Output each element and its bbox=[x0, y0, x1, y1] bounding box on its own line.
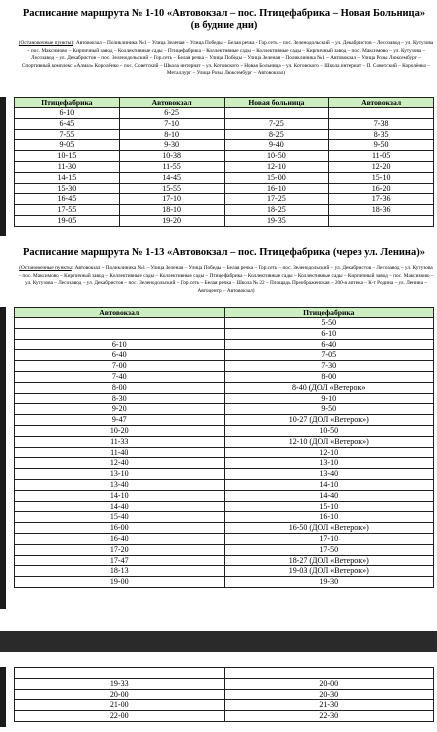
time-cell-avtovokzal-return: 7-38 bbox=[329, 118, 434, 129]
route1-subtitle: (в будние дни) bbox=[190, 20, 258, 31]
time-cell-avtovokzal: 6-25 bbox=[119, 108, 224, 119]
time-cell-avtovokzal bbox=[15, 318, 225, 329]
route2-table-continued bbox=[14, 667, 434, 722]
time-cell-ptitsefabrika: 16-45 bbox=[15, 194, 120, 205]
time-cell-avtovokzal: 9-47 bbox=[15, 415, 225, 426]
time-cell-avtovokzal: 19-33 bbox=[15, 678, 225, 689]
time-cell-avtovokzal: 14-40 bbox=[15, 501, 225, 512]
table-row bbox=[15, 436, 434, 447]
table-row bbox=[15, 140, 434, 151]
time-cell-ptitsefabrika: 11-30 bbox=[15, 161, 120, 172]
time-cell-avtovokzal: 10-38 bbox=[119, 151, 224, 162]
table-row bbox=[15, 501, 434, 512]
time-cell-ptitsefabrika: 6-40 bbox=[224, 339, 434, 350]
time-cell-ptitsefabrika: 7-05 bbox=[224, 350, 434, 361]
table-row bbox=[15, 371, 434, 382]
table-row bbox=[15, 668, 434, 679]
time-cell-avtovokzal-return: 12-20 bbox=[329, 161, 434, 172]
column-header-ptitsefabrika: Птицефабрика bbox=[224, 308, 434, 318]
time-cell-novaya-bolnitsa: 7-25 bbox=[224, 118, 329, 129]
table-row bbox=[15, 689, 434, 700]
time-cell-avtovokzal: 9-20 bbox=[15, 404, 225, 415]
route1-title bbox=[14, 8, 434, 32]
time-cell-ptitsefabrika: 14-15 bbox=[15, 172, 120, 183]
time-cell-ptitsefabrika: 8-00 bbox=[224, 371, 434, 382]
time-cell-avtovokzal: 11-40 bbox=[15, 447, 225, 458]
time-cell-avtovokzal: 18-13 bbox=[15, 566, 225, 577]
table-row bbox=[15, 361, 434, 372]
time-cell-avtovokzal: 16-40 bbox=[15, 533, 225, 544]
time-cell-novaya-bolnitsa: 12-10 bbox=[224, 161, 329, 172]
table-row bbox=[15, 118, 434, 129]
time-cell-avtovokzal: 13-40 bbox=[15, 479, 225, 490]
time-cell-ptitsefabrika: 8-40 (ДОЛ «Ветерок» bbox=[224, 382, 434, 393]
time-cell-ptitsefabrika: 17-10 bbox=[224, 533, 434, 544]
time-cell-ptitsefabrika: 19-30 bbox=[224, 577, 434, 588]
time-cell-ptitsefabrika: 9-10 bbox=[224, 393, 434, 404]
time-cell-ptitsefabrika: 15-30 bbox=[15, 183, 120, 194]
time-cell-avtovokzal-return: 11-05 bbox=[329, 151, 434, 162]
time-cell-ptitsefabrika: 14-40 bbox=[224, 490, 434, 501]
time-cell-ptitsefabrika: 6-10 bbox=[15, 108, 120, 119]
time-cell-ptitsefabrika: 5-50 bbox=[224, 318, 434, 329]
time-cell-avtovokzal: 7-40 bbox=[15, 371, 225, 382]
time-cell-avtovokzal: 17-20 bbox=[15, 544, 225, 555]
time-cell-avtovokzal-return: 17-36 bbox=[329, 194, 434, 205]
left-edge-strip bbox=[0, 667, 6, 727]
route2-title bbox=[14, 247, 434, 259]
route1-header-row bbox=[15, 98, 434, 108]
time-cell-ptitsefabrika bbox=[224, 668, 434, 679]
time-cell-avtovokzal-return bbox=[329, 215, 434, 226]
route1-stops-text: : Автовокзал – Поликлиника №1 – Улица Зеленая – Улица Победы – Белая речка - Гор.сеть – пос. Зеленодольский – ул. Декабристов – Лесозавод – ул. Кутузова – пос. Максимово – Кирпичный завод – Коллективные сады – Птицефабрика – Коллективные сады – Коллективные сады – Кирпичный завод – пос. Максимово – ул. Кутузова – Лесозавод – ул. Декабристов – пос. Зеленодольский – Гор.сеть – Белая речка – Улица Победы – Улица Зеленая – Поликлиника №1 – Автовокзал – Улица Розы Люксембург – Спортивный комплекс «Алмаз» Королёнко – пос. Советский – Школа интернат – ул. Котовского – Новая Больница – ул. Котовского – Школа интернат – П. Советский – Королёнко – Металлург – Улица Розы Люксембург – Автовокзал) bbox=[21, 40, 434, 77]
time-cell-avtovokzal-return: 15-10 bbox=[329, 172, 434, 183]
time-cell-avtovokzal: 21-00 bbox=[15, 700, 225, 711]
time-cell-avtovokzal: 13-10 bbox=[15, 469, 225, 480]
time-cell-ptitsefabrika: 6-45 bbox=[15, 118, 120, 129]
time-cell-avtovokzal: 6-40 bbox=[15, 350, 225, 361]
time-cell-avtovokzal: 15-55 bbox=[119, 183, 224, 194]
time-cell-avtovokzal bbox=[15, 328, 225, 339]
left-edge-strip bbox=[0, 307, 6, 609]
column-header-avtovokzal: Автовокзал bbox=[15, 308, 225, 318]
time-cell-ptitsefabrika: 7-55 bbox=[15, 129, 120, 140]
table-row bbox=[15, 533, 434, 544]
time-cell-avtovokzal: 7-10 bbox=[119, 118, 224, 129]
time-cell-avtovokzal-return: 8-35 bbox=[329, 129, 434, 140]
time-cell-novaya-bolnitsa: 17-25 bbox=[224, 194, 329, 205]
table-row bbox=[15, 469, 434, 480]
table-row bbox=[15, 161, 434, 172]
time-cell-ptitsefabrika: 19-03 (ДОЛ «Ветерок») bbox=[224, 566, 434, 577]
time-cell-avtovokzal: 22-00 bbox=[15, 711, 225, 722]
table-row bbox=[15, 108, 434, 119]
route1-title-text: Расписание маршрута № 1-10 «Автовокзал – пос. Птицефабрика – Новая Больница» bbox=[22, 8, 426, 19]
time-cell-ptitsefabrika: 20-30 bbox=[224, 689, 434, 700]
left-edge-strip bbox=[0, 97, 6, 236]
time-cell-avtovokzal bbox=[15, 668, 225, 679]
table-row bbox=[15, 566, 434, 577]
table-row bbox=[15, 350, 434, 361]
time-cell-avtovokzal: 9-30 bbox=[119, 140, 224, 151]
time-cell-ptitsefabrika: 12-10 bbox=[224, 447, 434, 458]
time-cell-novaya-bolnitsa: 10-50 bbox=[224, 151, 329, 162]
table-row bbox=[15, 404, 434, 415]
table-row bbox=[15, 458, 434, 469]
table-row bbox=[15, 490, 434, 501]
route2-title-text: Расписание маршрута № 1-13 «Автовокзал – пос. Птицефабрика (через ул. Ленина)» bbox=[23, 247, 425, 258]
time-cell-avtovokzal: 14-10 bbox=[15, 490, 225, 501]
table-row bbox=[15, 382, 434, 393]
time-cell-ptitsefabrika: 17-55 bbox=[15, 205, 120, 216]
column-header-ptitsefabrika: Птицефабрика bbox=[15, 98, 120, 108]
time-cell-avtovokzal-return: 9-50 bbox=[329, 140, 434, 151]
time-cell-ptitsefabrika: 19-05 bbox=[15, 215, 120, 226]
time-cell-avtovokzal: 11-33 bbox=[15, 436, 225, 447]
table-row bbox=[15, 447, 434, 458]
time-cell-avtovokzal: 8-30 bbox=[15, 393, 225, 404]
time-cell-ptitsefabrika: 20-00 bbox=[224, 678, 434, 689]
time-cell-novaya-bolnitsa bbox=[224, 108, 329, 119]
route2-stops bbox=[18, 265, 434, 295]
route1-stops bbox=[18, 40, 434, 78]
time-cell-avtovokzal: 19-00 bbox=[15, 577, 225, 588]
table-row bbox=[15, 555, 434, 566]
table-row bbox=[15, 523, 434, 534]
table-row bbox=[15, 415, 434, 426]
table-row bbox=[15, 129, 434, 140]
time-cell-ptitsefabrika: 13-10 bbox=[224, 458, 434, 469]
table-row bbox=[15, 678, 434, 689]
table-row bbox=[15, 318, 434, 329]
table-row bbox=[15, 194, 434, 205]
time-cell-ptitsefabrika: 9-50 bbox=[224, 404, 434, 415]
table-row bbox=[15, 151, 434, 162]
column-header-avtovokzal-return: Автовокзал bbox=[329, 98, 434, 108]
page-break-band bbox=[0, 631, 437, 652]
time-cell-ptitsefabrika: 7-30 bbox=[224, 361, 434, 372]
time-cell-ptitsefabrika: 12-10 (ДОЛ «Ветерок») bbox=[224, 436, 434, 447]
route1-table bbox=[14, 97, 434, 227]
time-cell-avtovokzal: 8-10 bbox=[119, 129, 224, 140]
table-row bbox=[15, 479, 434, 490]
time-cell-ptitsefabrika: 10-27 (ДОЛ «Ветерок») bbox=[224, 415, 434, 426]
time-cell-ptitsefabrika: 22-30 bbox=[224, 711, 434, 722]
column-header-novaya-bolnitsa: Новая больница bbox=[224, 98, 329, 108]
time-cell-novaya-bolnitsa: 9-40 bbox=[224, 140, 329, 151]
time-cell-avtovokzal: 17-10 bbox=[119, 194, 224, 205]
time-cell-ptitsefabrika: 9-05 bbox=[15, 140, 120, 151]
table-row bbox=[15, 425, 434, 436]
time-cell-ptitsefabrika: 10-15 bbox=[15, 151, 120, 162]
table-row bbox=[15, 577, 434, 588]
time-cell-avtovokzal: 15-40 bbox=[15, 512, 225, 523]
table-row bbox=[15, 328, 434, 339]
time-cell-avtovokzal: 20-00 bbox=[15, 689, 225, 700]
time-cell-novaya-bolnitsa: 19-35 bbox=[224, 215, 329, 226]
time-cell-ptitsefabrika: 17-50 bbox=[224, 544, 434, 555]
table-row bbox=[15, 544, 434, 555]
route2-header-row bbox=[15, 308, 434, 318]
time-cell-avtovokzal: 12-40 bbox=[15, 458, 225, 469]
time-cell-ptitsefabrika: 6-10 bbox=[224, 328, 434, 339]
table-row bbox=[15, 215, 434, 226]
time-cell-ptitsefabrika: 21-30 bbox=[224, 700, 434, 711]
time-cell-ptitsefabrika: 16-10 bbox=[224, 512, 434, 523]
time-cell-ptitsefabrika: 16-50 (ДОЛ «Ветерок») bbox=[224, 523, 434, 534]
route2-stops-label: (Остановочные пункты bbox=[19, 265, 72, 271]
time-cell-novaya-bolnitsa: 8-25 bbox=[224, 129, 329, 140]
table-row bbox=[15, 172, 434, 183]
table-row bbox=[15, 711, 434, 722]
time-cell-novaya-bolnitsa: 18-25 bbox=[224, 205, 329, 216]
time-cell-avtovokzal: 16-00 bbox=[15, 523, 225, 534]
time-cell-avtovokzal: 14-45 bbox=[119, 172, 224, 183]
table-row bbox=[15, 205, 434, 216]
time-cell-avtovokzal-return: 16-20 bbox=[329, 183, 434, 194]
time-cell-avtovokzal: 18-10 bbox=[119, 205, 224, 216]
time-cell-novaya-bolnitsa: 16-10 bbox=[224, 183, 329, 194]
time-cell-avtovokzal: 10-20 bbox=[15, 425, 225, 436]
table-row bbox=[15, 393, 434, 404]
time-cell-avtovokzal: 17-47 bbox=[15, 555, 225, 566]
time-cell-ptitsefabrika: 15-10 bbox=[224, 501, 434, 512]
route1-stops-label: (Остановочные пункты) bbox=[18, 40, 74, 46]
route2-table bbox=[14, 307, 434, 588]
route2-stops-text: : Автовокзал – Поликлиника №1 – Улица Зеленая – Улица Победы – Белая речка – Гор.сеть – пос. Зеленодольский – ул. Декабристов – Лесозавод – ул. Кутузова – пос. Максимово – Кирпичный завод – Коллективные сады – Коллективные сады – Птицефабрика – Коллективные сады – Коллективные сады – Кирпичный завод – пос. Максимово – ул. Кутузова – Лесозавод – ул. Декабристов – пос. Зеленодольский – Гор.сеть – Белая речка – Школа № 22 – Площадь Преображенская – 200-я аптека – К-т Родина – ул. Ленина – Автоцентр – Автовокзал) bbox=[18, 265, 434, 294]
column-header-avtovokzal: Автовокзал bbox=[119, 98, 224, 108]
time-cell-avtovokzal: 19-20 bbox=[119, 215, 224, 226]
time-cell-avtovokzal-return: 18-36 bbox=[329, 205, 434, 216]
time-cell-avtovokzal: 7-00 bbox=[15, 361, 225, 372]
table-row bbox=[15, 183, 434, 194]
time-cell-ptitsefabrika: 10-50 bbox=[224, 425, 434, 436]
time-cell-avtovokzal: 6-10 bbox=[15, 339, 225, 350]
time-cell-avtovokzal: 8-00 bbox=[15, 382, 225, 393]
time-cell-novaya-bolnitsa: 15-00 bbox=[224, 172, 329, 183]
time-cell-avtovokzal-return bbox=[329, 108, 434, 119]
time-cell-ptitsefabrika: 13-40 bbox=[224, 469, 434, 480]
table-row bbox=[15, 700, 434, 711]
table-row bbox=[15, 512, 434, 523]
time-cell-avtovokzal: 11-55 bbox=[119, 161, 224, 172]
time-cell-ptitsefabrika: 14-10 bbox=[224, 479, 434, 490]
time-cell-ptitsefabrika: 18-27 (ДОЛ «Ветерок») bbox=[224, 555, 434, 566]
table-row bbox=[15, 339, 434, 350]
